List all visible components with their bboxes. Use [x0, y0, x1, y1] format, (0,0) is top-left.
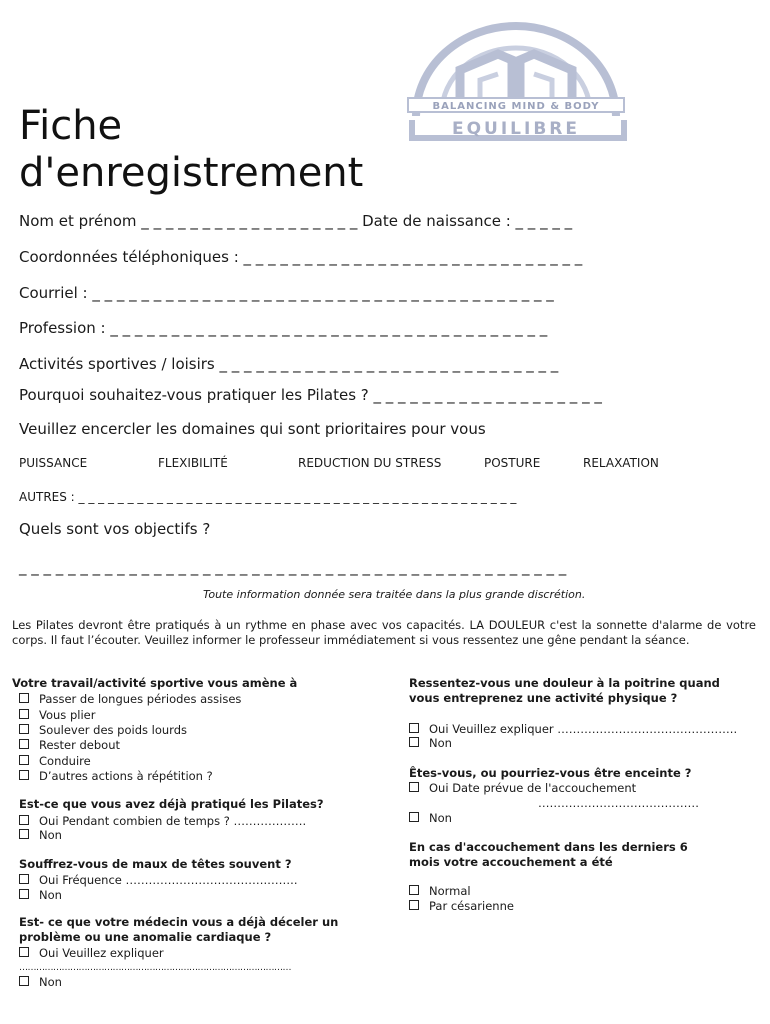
- checkbox[interactable]: [19, 739, 29, 749]
- checkbox[interactable]: [19, 874, 29, 884]
- logo-name: EQUILIBRE: [451, 119, 581, 139]
- checkbox[interactable]: [19, 976, 29, 986]
- checkbox[interactable]: [19, 693, 29, 703]
- domain-stress[interactable]: REDUCTION DU STRESS: [298, 456, 442, 470]
- q-work-option[interactable]: Vous plier: [19, 708, 95, 723]
- checkbox[interactable]: [19, 724, 29, 734]
- checkbox[interactable]: [409, 812, 419, 822]
- profession-field[interactable]: Profession : _ _ _ _ _ _ _ _ _ _ _ _ _ _ _ _ _ _ _ _ _ _ _ _ _ _ _ _ _ _ _ _ _ _ _ _: [19, 319, 548, 337]
- q-cardiac-yes[interactable]: Oui Veuillez expliquer: [19, 946, 164, 961]
- why-pilates-field[interactable]: Pourquoi souhaitez-vous pratiquer les Pilates ? _ _ _ _ _ _ _ _ _ _ _ _ _ _ _ _ _ _ _: [19, 386, 602, 404]
- checkbox[interactable]: [19, 770, 29, 780]
- circle-instruction: Veuillez encercler les domaines qui sont prioritaires pour vous: [19, 420, 486, 438]
- objectives-line[interactable]: _ _ _ _ _ _ _ _ _ _ _ _ _ _ _ _ _ _ _ _ _ _ _ _ _ _ _ _ _ _ _ _ _ _ _ _ _ _ _ _ _ _ _ _ _: [19, 558, 567, 576]
- q-pregnant-no[interactable]: Non: [409, 811, 452, 826]
- q-chest-pain-yes[interactable]: Oui Veuillez expliquer ………………………………………..: [409, 722, 737, 737]
- objectives-label: Quels sont vos objectifs ?: [19, 520, 211, 538]
- checkbox[interactable]: [19, 829, 29, 839]
- q-cardiac-title: Est- ce que votre médecin vous a déjà déceler un problème ou une anomalie cardiaque ?: [19, 915, 339, 944]
- q-headache-no[interactable]: Non: [19, 888, 62, 903]
- email-field[interactable]: Courriel : _ _ _ _ _ _ _ _ _ _ _ _ _ _ _ _ _ _ _ _ _ _ _ _ _ _ _ _ _ _ _ _ _ _ _ _ _ _: [19, 284, 554, 302]
- checkbox[interactable]: [19, 947, 29, 957]
- checkbox[interactable]: [409, 723, 419, 733]
- checkbox[interactable]: [19, 755, 29, 765]
- q-cardiac-no[interactable]: Non: [19, 975, 62, 990]
- q-work-title: Votre travail/activité sportive vous amène à: [12, 676, 298, 690]
- checkbox[interactable]: [409, 782, 419, 792]
- q-pregnant-title: Êtes-vous, ou pourriez-vous être enceinte ?: [409, 766, 692, 780]
- q-headache-yes[interactable]: Oui Fréquence ……………………………….……..: [19, 873, 298, 888]
- logo-tagline: BALANCING MIND & BODY: [432, 101, 600, 112]
- q-work-option[interactable]: Passer de longues périodes assises: [19, 692, 241, 707]
- q-pilates-title: Est-ce que vous avez déjà pratiqué les Pilates?: [19, 797, 324, 811]
- checkbox[interactable]: [19, 709, 29, 719]
- q-work-option[interactable]: Rester debout: [19, 738, 120, 753]
- checkbox[interactable]: [409, 900, 419, 910]
- phone-field[interactable]: Coordonnées téléphoniques : _ _ _ _ _ _ _ _ _ _ _ _ _ _ _ _ _ _ _ _ _ _ _ _ _ _ _ _: [19, 248, 583, 266]
- page-title-line2: d'enregistrement: [19, 150, 364, 196]
- checkbox[interactable]: [19, 815, 29, 825]
- q-chest-pain-title: Ressentez-vous une douleur à la poitrine quand vous entreprenez une activité physique ?: [409, 676, 720, 705]
- equilibre-logo: [402, 20, 630, 142]
- checkbox[interactable]: [409, 885, 419, 895]
- q-chest-pain-no[interactable]: Non: [409, 736, 452, 751]
- name-birthdate-field[interactable]: Nom et prénom _ _ _ _ _ _ _ _ _ _ _ _ _ _ _ _ _ _ Date de naissance : _ _ _ _ _: [19, 212, 573, 230]
- q-cardiac-dots[interactable]: ……………………………………………………………………………………: [19, 963, 291, 973]
- q-pilates-yes[interactable]: Oui Pendant combien de temps ? ……………….: [19, 814, 306, 829]
- page-title-line1: Fiche: [19, 103, 123, 149]
- q-work-option[interactable]: Soulever des poids lourds: [19, 723, 187, 738]
- q-pregnant-yes[interactable]: Oui Date prévue de l'accouchement: [409, 781, 636, 796]
- activities-field[interactable]: Activités sportives / loisirs _ _ _ _ _ _ _ _ _ _ _ _ _ _ _ _ _ _ _ _ _ _ _ _ _ _ _ _: [19, 355, 559, 373]
- domain-relaxation[interactable]: RELAXATION: [583, 456, 659, 470]
- confidentiality-note: Toute information donnée sera traitée dans la plus grande discrétion.: [203, 588, 586, 601]
- q-delivery-option[interactable]: Normal: [409, 884, 471, 899]
- q-headache-title: Souffrez-vous de maux de têtes souvent ?: [19, 857, 292, 871]
- q-work-option[interactable]: Conduire: [19, 754, 91, 769]
- domain-flexibilite[interactable]: FLEXIBILITÉ: [158, 456, 228, 470]
- q-work-option[interactable]: D’autres actions à répétition ?: [19, 769, 213, 784]
- q-delivery-option[interactable]: Par césarienne: [409, 899, 514, 914]
- intro-paragraph: Les Pilates devront être pratiqués à un rythme en phase avec vos capacités. LA DOULEUR c'est la sonnette d'alarme de votre corps. Il faut l’écouter. Veuillez informer le professeur immédiatement si vous ressentez une gêne pendant la séance.: [12, 618, 756, 647]
- q-pregnant-dots[interactable]: ……………………………………: [538, 796, 699, 810]
- others-field[interactable]: AUTRES : _ _ _ _ _ _ _ _ _ _ _ _ _ _ _ _ _ _ _ _ _ _ _ _ _ _ _ _ _ _ _ _ _ _ _ _ _ _ _ _ _ _ _ _ _: [19, 490, 517, 504]
- q-delivery-title: En cas d'accouchement dans les derniers 6 mois votre accouchement a été: [409, 840, 688, 869]
- checkbox[interactable]: [409, 737, 419, 747]
- checkbox[interactable]: [19, 889, 29, 899]
- q-pilates-no[interactable]: Non: [19, 828, 62, 843]
- domain-posture[interactable]: POSTURE: [484, 456, 541, 470]
- domain-puissance[interactable]: PUISSANCE: [19, 456, 88, 470]
